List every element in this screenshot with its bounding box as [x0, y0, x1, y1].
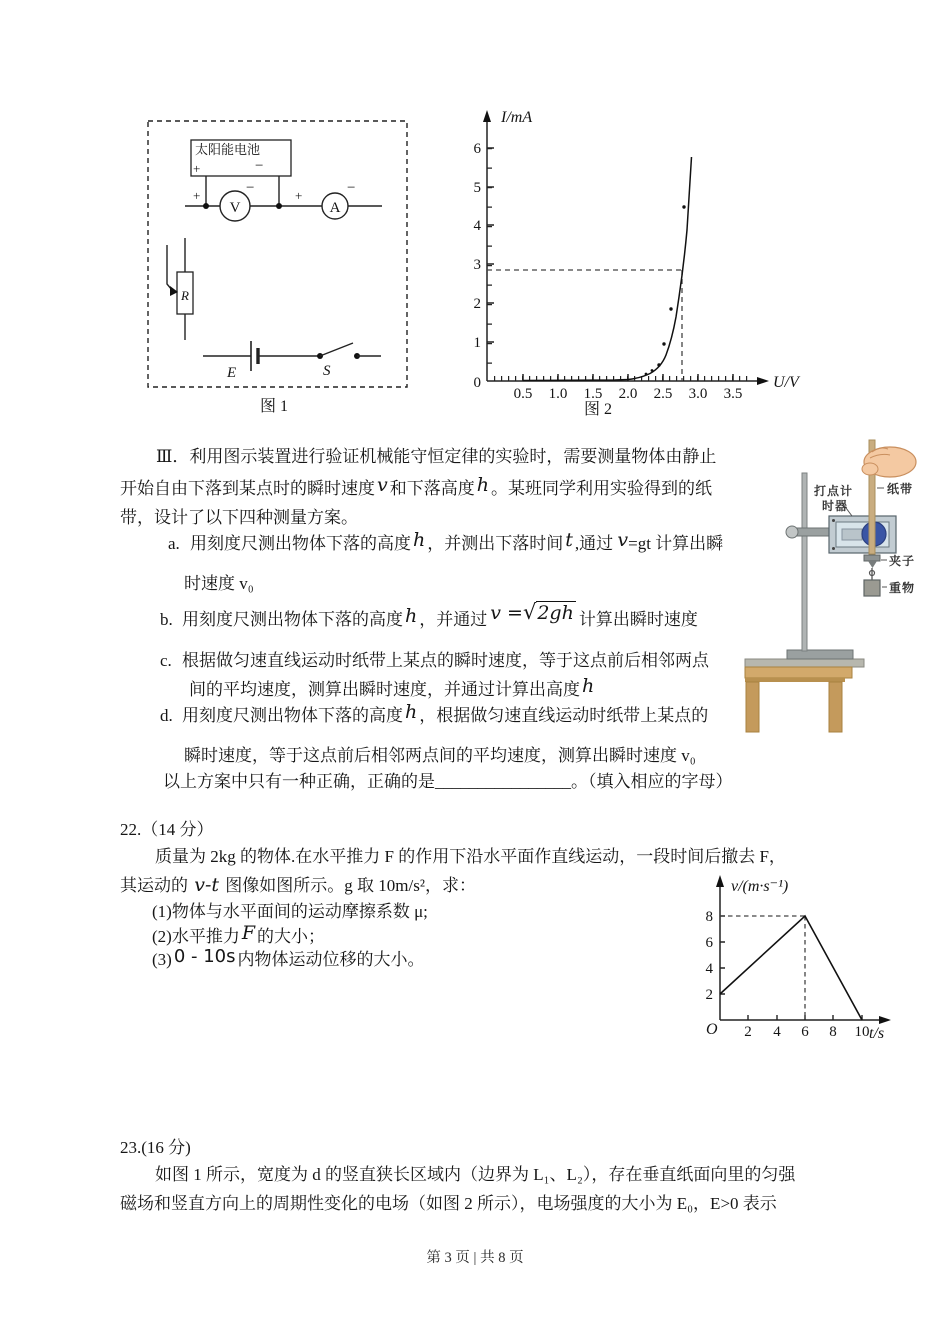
text-run: 。（填入相应的字母）: [571, 772, 733, 791]
text-run: 23.(16 分): [120, 1138, 191, 1157]
item-label: c.: [160, 651, 172, 670]
sec3-item-d: [160, 703, 708, 728]
x-tick: 10: [854, 1024, 870, 1040]
clamp: [795, 528, 830, 536]
figure1-caption: 图 1: [260, 398, 289, 415]
text-run: Ⅲ．利用图示装置进行验证机械能守恒定律的实验时，需要测量物体由静止: [156, 447, 717, 466]
formula-radicand: 2gh: [537, 602, 574, 624]
math-h: h: [413, 529, 426, 551]
math-v: v: [617, 529, 629, 551]
text-run: (3): [152, 950, 172, 969]
text-run: (1)物体与水平面间的运动摩擦系数 μ;: [152, 902, 428, 921]
axes: [720, 883, 881, 1020]
solar-cell-minus: −: [255, 158, 264, 174]
ammeter-icon: [295, 180, 355, 219]
y-axis-label: I/mA: [501, 109, 533, 126]
solar-cell: [191, 140, 291, 176]
sec3-item-a: [168, 531, 723, 556]
q23-line2: [120, 1192, 777, 1216]
vt-graph-q22: [693, 873, 908, 1053]
math-h: h: [405, 701, 418, 723]
answer-blank: ________________: [435, 772, 571, 791]
circuit-diagram-figure1: [147, 120, 409, 390]
switch-letter: S: [323, 363, 331, 379]
y-tick: 6: [473, 141, 481, 157]
text-run: 的大小；: [257, 927, 326, 946]
q22-line1: [155, 845, 786, 869]
timer-label-line2: 时器: [822, 499, 849, 513]
rheostat-letter: R: [181, 288, 189, 303]
text-run: 22.（14 分）: [120, 820, 214, 839]
weight: [864, 580, 880, 596]
text-run: 时速度 v₀: [184, 574, 254, 593]
timer-label-line1: 打点计: [814, 484, 854, 498]
text-run: ，根据做匀速直线运动时纸带上某点的: [419, 706, 709, 725]
q22-line3: [152, 900, 428, 924]
apparatus-figure: [750, 436, 950, 734]
x-tick: 2: [744, 1024, 752, 1040]
clamp-knob: [786, 526, 798, 538]
sec3-item-c-cont: [189, 677, 596, 702]
text-run: ,通过: [574, 534, 618, 553]
q22-line5: [152, 948, 425, 972]
math-t: t: [565, 529, 573, 551]
junction-dot: [276, 203, 282, 209]
x-tick: 2.5: [653, 386, 673, 402]
x-tick: 1.5: [583, 386, 603, 402]
math-0-10s: 0 - 10s: [173, 946, 236, 967]
text-run: =gt 计算出瞬: [628, 534, 724, 553]
x-axis-label: t/s: [869, 1025, 885, 1042]
text-run: 间的平均速度，测算出瞬时速度，并通过计算出高度: [189, 680, 580, 699]
ammeter-minus: −: [347, 180, 356, 196]
math-v: v: [377, 474, 388, 496]
item-label: b.: [160, 610, 173, 629]
x-tick: 4: [773, 1024, 781, 1040]
x-tick: 6: [801, 1024, 809, 1040]
y-tick: 0: [473, 375, 481, 391]
text-run: 和下落高度: [389, 479, 475, 498]
text-run: ，并测出下落时间: [427, 534, 564, 553]
text-run: 磁场和竖直方向上的周期性变化的电场（如图 2 所示），电场强度的大小为 E₀，E>0 表示: [120, 1194, 777, 1213]
text-run: 用刻度尺测出物体下落的高度: [182, 706, 403, 725]
math-h: h: [405, 605, 418, 627]
y-tick: 5: [473, 180, 481, 196]
x-axis-arrow: [757, 377, 769, 385]
text-run: 开始自由下落到某点时的瞬时速度: [120, 479, 375, 498]
battery-switch-branch: [203, 341, 381, 381]
sec3-item-d-cont: [184, 744, 696, 768]
formula-sqrt-2gh: [490, 602, 576, 624]
math-vt: v-t: [194, 874, 220, 896]
y-axis-label: v/(m·s⁻¹): [731, 878, 789, 895]
tape-label: 纸带: [887, 482, 914, 496]
text-run: 以上方案中只有一种正确，正确的是: [163, 772, 435, 791]
sqrt-radical: √: [522, 600, 537, 624]
table: [745, 659, 864, 732]
y-tick: 4: [705, 961, 713, 977]
text-run: 根据做匀速直线运动时纸带上某点的瞬时速度，等于这点前后相邻两点: [182, 651, 709, 670]
page-footer: 第 3 页 | 共 8 页: [426, 1250, 524, 1266]
dashed-guides: [720, 916, 805, 1020]
iv-graph-figure2: [455, 106, 799, 406]
x-axis-label: U/V: [773, 374, 799, 391]
x-tick: 3.0: [688, 386, 708, 402]
figure2-caption: 图 2: [584, 401, 613, 418]
item-label: d.: [160, 706, 173, 725]
sec3-item-a-cont: [184, 572, 254, 596]
dot-timer: [829, 516, 896, 553]
axes: [487, 118, 759, 381]
clip-label: 夹子: [889, 554, 916, 568]
dashed-guides: [487, 270, 682, 381]
q22-line2: [120, 873, 476, 898]
y-tick: 8: [705, 909, 713, 925]
text-run: 其运动的: [120, 876, 193, 895]
sec3-intro-line2: [120, 476, 712, 501]
x-axis-arrow: [879, 1016, 891, 1024]
sec3-fill-line: [163, 770, 733, 794]
text-run: 。某班同学利用实验得到的纸: [490, 479, 712, 498]
math-F: F: [241, 922, 256, 944]
x-tick: 1.0: [548, 386, 568, 402]
text-run: 用刻度尺测出物体下落的高度: [190, 534, 411, 553]
sec3-item-b: [160, 600, 698, 632]
text-run: 计算出瞬时速度: [578, 610, 698, 629]
ammeter-plus: +: [295, 188, 303, 203]
clip: [864, 555, 880, 580]
formula-lhs: v =: [490, 602, 523, 624]
solar-cell-label: 太阳能电池: [195, 142, 261, 157]
y-axis-arrow: [716, 875, 724, 887]
voltmeter-letter: V: [229, 200, 241, 216]
junction-dot: [203, 203, 209, 209]
voltmeter-minus: −: [246, 180, 255, 196]
iv-curve: [523, 157, 692, 381]
voltmeter-icon: [193, 180, 254, 221]
voltmeter-plus: +: [193, 188, 201, 203]
text-run: 用刻度尺测出物体下落的高度: [182, 610, 403, 629]
math-h: h: [582, 675, 595, 697]
weight-label: 重物: [889, 581, 916, 595]
text-run: ，并通过: [419, 610, 488, 629]
ammeter-letter: A: [329, 200, 341, 216]
y-tick: 6: [705, 935, 713, 951]
y-tick: 2: [705, 987, 713, 1003]
vt-line: [720, 916, 862, 1020]
text-run: 质量为 2kg 的物体.在水平推力 F 的作用下沿水平面作直线运动，一段时间后撤去 F，: [155, 847, 786, 866]
math-h: h: [476, 474, 489, 496]
item-label: a.: [168, 534, 180, 553]
solar-cell-plus: +: [193, 161, 201, 176]
y-tick: 2: [473, 296, 481, 312]
y-tick: 3: [473, 257, 481, 273]
x-tick: 0.5: [513, 386, 533, 402]
timer-mechanism: [842, 529, 862, 540]
y-axis-arrow: [483, 110, 491, 122]
x-tick: 3.5: [723, 386, 743, 402]
switch-blade: [320, 343, 353, 356]
y-tick: 4: [473, 218, 481, 234]
q23-line1: [155, 1163, 795, 1187]
text-run: 瞬时速度，等于这点前后相邻两点间的平均速度，测算出瞬时速度 v₀: [184, 746, 696, 765]
sec3-intro-line1: [156, 445, 716, 469]
sec3-item-c: [160, 649, 709, 673]
sec3-intro-line3: [120, 506, 358, 530]
text-run: (2)水平推力: [152, 927, 240, 946]
x-tick: 2.0: [618, 386, 638, 402]
q23-heading: [120, 1136, 191, 1160]
text-run: 带，设计了以下四种测量方案。: [120, 508, 358, 527]
text-run: 如图 1 所示，宽度为 d 的竖直狭长区域内（边界为 L₁、L₂），存在垂直纸面向里的匀强: [155, 1165, 796, 1184]
origin-label: O: [706, 1021, 718, 1038]
text-run: 图像如图所示。g 取 10m/s²，求：: [221, 876, 476, 895]
battery-letter: E: [227, 365, 237, 381]
y-major-ticks: [487, 148, 494, 342]
rheostat: [167, 238, 193, 340]
x-tick: 8: [829, 1024, 837, 1040]
y-tick: 1: [473, 335, 481, 351]
dashed-border: [148, 121, 407, 387]
text-run: 内物体运动位移的大小。: [237, 950, 425, 969]
q22-heading: [120, 818, 214, 842]
